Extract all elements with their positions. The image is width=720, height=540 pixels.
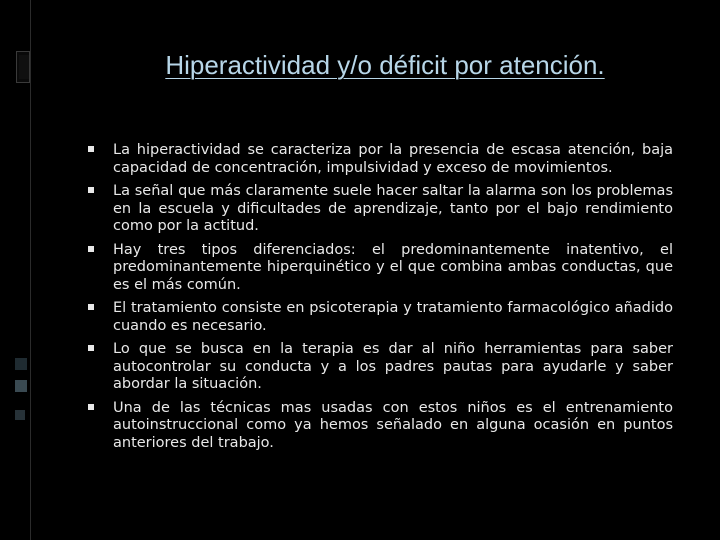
- bullet-text: Hay tres tipos diferenciados: el predominantemente inatentivo, el predominantemente hiperquinético y el que combina ambas conductas, que es el más común.: [113, 241, 673, 293]
- square-bullet-icon: [88, 246, 94, 252]
- slide-title: Hiperactividad y/o déficit por atención.: [165, 50, 605, 80]
- bullet-item: [88, 341, 673, 394]
- square-bullet-icon: [88, 345, 94, 351]
- bullet-text: El tratamiento consiste en psicoterapia y tratamiento farmacológico añadido cuando es necesario.: [113, 300, 673, 334]
- bullet-item: [88, 300, 673, 335]
- bullet-list: [88, 142, 673, 458]
- square-bullet-icon: [88, 146, 94, 152]
- square-bullet-icon: [88, 187, 94, 193]
- bullet-text: La hiperactividad se caracteriza por la presencia de escasa atención, baja capacidad de concentración, impulsividad y exceso de movimientos.: [113, 142, 673, 176]
- bullet-text: Lo que se busca en la terapia es dar al niño herramientas para saber autocontrolar su conducta y a los padres pautas para ayudarle y saber abordar la situación.: [113, 341, 673, 392]
- square-bullet-icon: [88, 304, 94, 310]
- bullet-item: [88, 400, 673, 453]
- bullet-text: Una de las técnicas mas usadas con estos niños es el entrenamiento autoinstruccional como ya hemos señalado en alguna ocasión en puntos anteriores del trabajo.: [113, 399, 673, 451]
- decorative-square-3: [15, 410, 25, 420]
- bullet-text: La señal que más claramente suele hacer saltar la alarma son los problemas en la escuela y dificultades de aprendizaje, tanto por el bajo rendimiento como por la actitud.: [113, 183, 673, 234]
- bullet-item: [88, 142, 673, 177]
- decorative-square-2: [15, 380, 27, 392]
- square-bullet-icon: [88, 404, 94, 410]
- bullet-item: [88, 183, 673, 236]
- decorative-square-top-inner: [19, 55, 29, 79]
- bullet-item: [88, 242, 673, 295]
- decorative-square-1: [15, 358, 27, 370]
